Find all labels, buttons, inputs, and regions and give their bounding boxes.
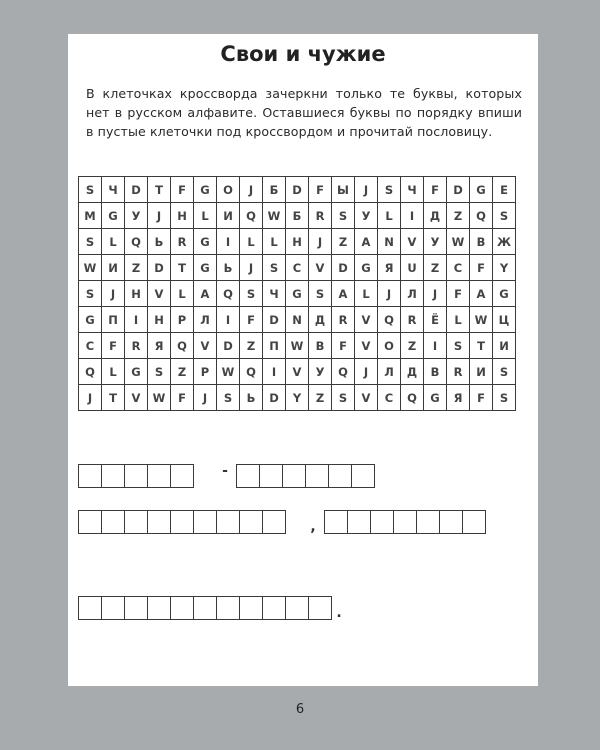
grid-cell[interactable]: Ь [240,385,263,411]
answer-box[interactable] [328,464,352,488]
grid-row [79,255,516,281]
grid-cell[interactable]: T [102,385,125,411]
grid-cell[interactable]: N [378,229,401,255]
grid-cell[interactable]: D [263,307,286,333]
answer-box[interactable] [78,596,102,620]
grid-cell[interactable]: S [240,281,263,307]
grid-cell[interactable]: F [470,385,493,411]
grid-cell[interactable]: E [493,177,516,203]
grid-row [79,229,516,255]
grid-cell[interactable]: S [332,203,355,229]
answer-box[interactable] [193,596,217,620]
grid-cell[interactable]: I [217,229,240,255]
grid-cell[interactable]: R [171,229,194,255]
grid-cell[interactable]: N [286,307,309,333]
grid-cell[interactable]: J [309,229,332,255]
answer-separator: , [310,519,316,535]
grid-cell[interactable]: H [171,203,194,229]
grid-cell[interactable]: Z [240,333,263,359]
grid-cell[interactable]: F [470,255,493,281]
answer-box[interactable] [193,510,217,534]
grid-cell[interactable]: L [263,229,286,255]
grid-cell[interactable]: J [355,177,378,203]
grid-cell[interactable]: Y [493,255,516,281]
answer-box[interactable] [351,464,375,488]
grid-cell[interactable]: Д [309,307,332,333]
answer-box[interactable] [308,596,332,620]
grid-cell[interactable]: T [171,255,194,281]
grid-cell[interactable]: I [263,359,286,385]
grid-row [79,203,516,229]
grid-cell[interactable]: L [102,229,125,255]
answer-box[interactable] [101,464,125,488]
grid-cell[interactable]: O [217,177,240,203]
grid-cell[interactable]: Д [401,359,424,385]
grid-cell[interactable]: И [102,255,125,281]
grid-cell[interactable]: R [447,359,470,385]
grid-cell[interactable]: Q [470,203,493,229]
grid-cell[interactable]: Z [447,203,470,229]
letter-grid [78,176,516,411]
grid-cell[interactable]: V [194,333,217,359]
grid-cell[interactable]: C [447,255,470,281]
grid-cell[interactable]: D [263,385,286,411]
grid-cell[interactable]: У [309,359,332,385]
grid-cell[interactable]: J [355,359,378,385]
grid-cell[interactable]: S [378,177,401,203]
grid-cell[interactable]: W [79,255,102,281]
answer-box[interactable] [147,510,171,534]
answer-box[interactable] [78,510,102,534]
grid-cell[interactable]: S [79,281,102,307]
grid-cell[interactable]: J [102,281,125,307]
grid-cell[interactable]: Z [401,333,424,359]
grid-cell[interactable]: L [447,307,470,333]
answer-word [78,510,286,534]
grid-row [79,385,516,411]
grid-cell[interactable]: F [102,333,125,359]
worksheet-page [68,34,538,686]
grid-cell[interactable]: F [424,177,447,203]
grid-cell[interactable]: W [447,229,470,255]
grid-row [79,281,516,307]
grid-cell[interactable]: D [148,255,171,281]
grid-cell[interactable]: Q [125,229,148,255]
grid-cell[interactable]: G [493,281,516,307]
answer-box[interactable] [282,464,306,488]
grid-cell[interactable]: Я [378,255,401,281]
grid-cell[interactable]: S [79,229,102,255]
answer-box[interactable] [147,464,171,488]
grid-cell[interactable]: Y [286,385,309,411]
grid-cell[interactable]: J [240,255,263,281]
grid-cell[interactable]: D [332,255,355,281]
answer-box[interactable] [124,510,148,534]
grid-cell[interactable]: Ё [424,307,447,333]
grid-cell[interactable]: S [493,203,516,229]
grid-cell[interactable]: A [355,229,378,255]
grid-row [79,177,516,203]
grid-cell[interactable]: Д [424,203,447,229]
grid-cell[interactable]: I [401,203,424,229]
answer-word [78,464,194,488]
grid-cell[interactable]: J [378,281,401,307]
grid-cell[interactable]: G [194,255,217,281]
answer-line-2 [78,510,486,534]
grid-cell[interactable]: G [470,177,493,203]
answer-box[interactable] [170,596,194,620]
answer-word [78,596,332,620]
grid-cell[interactable]: П [263,333,286,359]
grid-cell[interactable]: Я [447,385,470,411]
grid-cell[interactable]: Л [401,281,424,307]
grid-cell[interactable]: S [447,333,470,359]
grid-cell[interactable]: G [355,255,378,281]
grid-cell[interactable]: Ь [148,229,171,255]
grid-cell[interactable]: V [401,229,424,255]
grid-cell[interactable]: Z [424,255,447,281]
answer-box[interactable] [239,596,263,620]
grid-cell[interactable]: L [240,229,263,255]
grid-cell[interactable]: П [102,307,125,333]
grid-cell[interactable]: A [194,281,217,307]
page-number: 6 [295,702,305,717]
grid-cell[interactable]: I [125,307,148,333]
grid-cell[interactable]: G [102,203,125,229]
answer-box[interactable] [439,510,463,534]
grid-cell[interactable]: Я [148,333,171,359]
grid-cell[interactable]: Ы [332,177,355,203]
grid-cell[interactable]: Ч [263,281,286,307]
grid-cell[interactable]: R [332,307,355,333]
grid-cell[interactable]: G [194,229,217,255]
answer-box[interactable] [305,464,329,488]
answer-box[interactable] [124,464,148,488]
grid-cell[interactable]: J [424,281,447,307]
grid-cell[interactable]: И [217,203,240,229]
grid-cell[interactable]: F [447,281,470,307]
grid-cell[interactable]: G [286,281,309,307]
grid-cell[interactable]: V [355,333,378,359]
answer-box[interactable] [416,510,440,534]
grid-cell[interactable]: Q [332,359,355,385]
grid-cell[interactable]: B [309,333,332,359]
grid-cell[interactable]: A [332,281,355,307]
grid-cell[interactable]: Л [378,359,401,385]
answer-box[interactable] [216,510,240,534]
grid-cell[interactable]: F [171,177,194,203]
answer-box[interactable] [262,510,286,534]
grid-cell[interactable]: W [286,333,309,359]
grid-cell[interactable]: Ч [102,177,125,203]
grid-cell[interactable]: A [470,281,493,307]
grid-cell[interactable]: F [240,307,263,333]
grid-cell[interactable]: L [102,359,125,385]
grid-row [79,307,516,333]
grid-cell[interactable]: Q [378,307,401,333]
grid-cell[interactable]: P [194,359,217,385]
grid-cell[interactable]: V [355,307,378,333]
answer-line-1 [78,464,375,488]
answer-box[interactable] [170,510,194,534]
grid-cell[interactable]: D [286,177,309,203]
grid-cell[interactable]: Q [79,359,102,385]
grid-cell[interactable]: G [79,307,102,333]
grid-cell[interactable]: V [148,281,171,307]
grid-cell[interactable]: Z [171,359,194,385]
answer-box[interactable] [124,596,148,620]
grid-cell[interactable]: Z [309,385,332,411]
grid-cell[interactable]: V [286,359,309,385]
grid-cell[interactable]: B [470,229,493,255]
grid-row [79,333,516,359]
grid-cell[interactable]: Q [240,203,263,229]
grid-cell[interactable]: S [148,359,171,385]
answer-box[interactable] [147,596,171,620]
grid-cell[interactable]: W [470,307,493,333]
grid-cell[interactable]: R [401,307,424,333]
grid-cell[interactable]: S [493,385,516,411]
grid-cell[interactable]: S [217,385,240,411]
grid-cell[interactable]: Q [217,281,240,307]
grid-cell[interactable]: G [125,359,148,385]
grid-cell[interactable]: F [309,177,332,203]
grid-cell[interactable]: L [194,203,217,229]
grid-cell[interactable]: W [217,359,240,385]
grid-cell[interactable]: J [194,385,217,411]
answer-line-3 [78,596,346,620]
grid-cell[interactable]: C [286,255,309,281]
grid-cell[interactable]: S [493,359,516,385]
answer-box[interactable] [101,510,125,534]
grid-cell[interactable]: R [309,203,332,229]
grid-cell[interactable]: O [378,333,401,359]
grid-cell[interactable]: W [263,203,286,229]
grid-cell[interactable]: У [125,203,148,229]
grid-cell[interactable]: C [79,333,102,359]
grid-cell[interactable]: И [493,333,516,359]
grid-cell[interactable]: I [217,307,240,333]
grid-cell[interactable]: U [401,255,424,281]
grid-cell[interactable]: D [217,333,240,359]
answer-box[interactable] [393,510,417,534]
grid-cell[interactable]: J [240,177,263,203]
answer-box[interactable] [259,464,283,488]
grid-cell[interactable]: Z [125,255,148,281]
answer-end-punctuation: . [336,605,342,621]
answer-word [236,464,375,488]
grid-cell[interactable]: R [125,333,148,359]
grid-cell[interactable]: G [424,385,447,411]
grid-cell[interactable]: L [378,203,401,229]
grid-cell[interactable]: C [378,385,401,411]
answer-box[interactable] [285,596,309,620]
answer-box[interactable] [236,464,260,488]
grid-cell[interactable]: H [125,281,148,307]
grid-cell[interactable]: Б [263,177,286,203]
grid-cell[interactable]: L [355,281,378,307]
grid-cell[interactable]: S [332,385,355,411]
grid-cell[interactable]: B [424,359,447,385]
grid-cell[interactable]: H [148,307,171,333]
grid-cell[interactable]: V [355,385,378,411]
grid-cell[interactable]: Б [286,203,309,229]
answer-box[interactable] [239,510,263,534]
answer-box[interactable] [170,464,194,488]
grid-cell[interactable]: T [470,333,493,359]
grid-cell[interactable]: G [194,177,217,203]
answer-box[interactable] [78,464,102,488]
grid-cell[interactable]: S [79,177,102,203]
grid-cell[interactable]: Q [171,333,194,359]
grid-cell[interactable]: И [470,359,493,385]
grid-cell[interactable]: Ь [217,255,240,281]
grid-cell[interactable]: I [424,333,447,359]
grid-cell[interactable]: T [148,177,171,203]
grid-cell[interactable]: H [286,229,309,255]
grid-cell[interactable]: Q [240,359,263,385]
grid-cell[interactable]: У [424,229,447,255]
grid-cell[interactable]: У [355,203,378,229]
grid-cell[interactable]: J [148,203,171,229]
grid-cell[interactable]: L [171,281,194,307]
grid-cell[interactable]: Л [194,307,217,333]
answer-box[interactable] [262,596,286,620]
answer-separator: - [222,463,228,479]
grid-cell[interactable]: Q [401,385,424,411]
grid-cell[interactable]: F [332,333,355,359]
answer-word [324,510,486,534]
grid-cell[interactable]: D [125,177,148,203]
answer-box[interactable] [216,596,240,620]
grid-cell[interactable]: V [125,385,148,411]
grid-cell[interactable]: V [309,255,332,281]
page-title: Свои и чужие [220,42,386,66]
grid-cell[interactable]: Ж [493,229,516,255]
grid-cell[interactable]: W [148,385,171,411]
grid-cell[interactable]: D [447,177,470,203]
grid-cell[interactable]: P [171,307,194,333]
grid-cell[interactable]: F [171,385,194,411]
grid-cell[interactable]: S [309,281,332,307]
answer-box[interactable] [101,596,125,620]
grid-cell[interactable]: J [79,385,102,411]
grid-cell[interactable]: Z [332,229,355,255]
grid-cell[interactable]: M [79,203,102,229]
grid-cell[interactable]: S [263,255,286,281]
answer-box[interactable] [462,510,486,534]
grid-cell[interactable]: Ч [401,177,424,203]
instruction-text: В клеточках кроссворда зачеркни только те буквы, которых нет в русском алфавите. Оставшиеся буквы по порядку впиши в пустые клеточки под кроссвордом и прочитай пословицу. [86,86,522,139]
grid-cell[interactable]: Ц [493,307,516,333]
answer-box[interactable] [324,510,348,534]
grid-row [79,359,516,385]
answer-box[interactable] [347,510,371,534]
answer-box[interactable] [370,510,394,534]
